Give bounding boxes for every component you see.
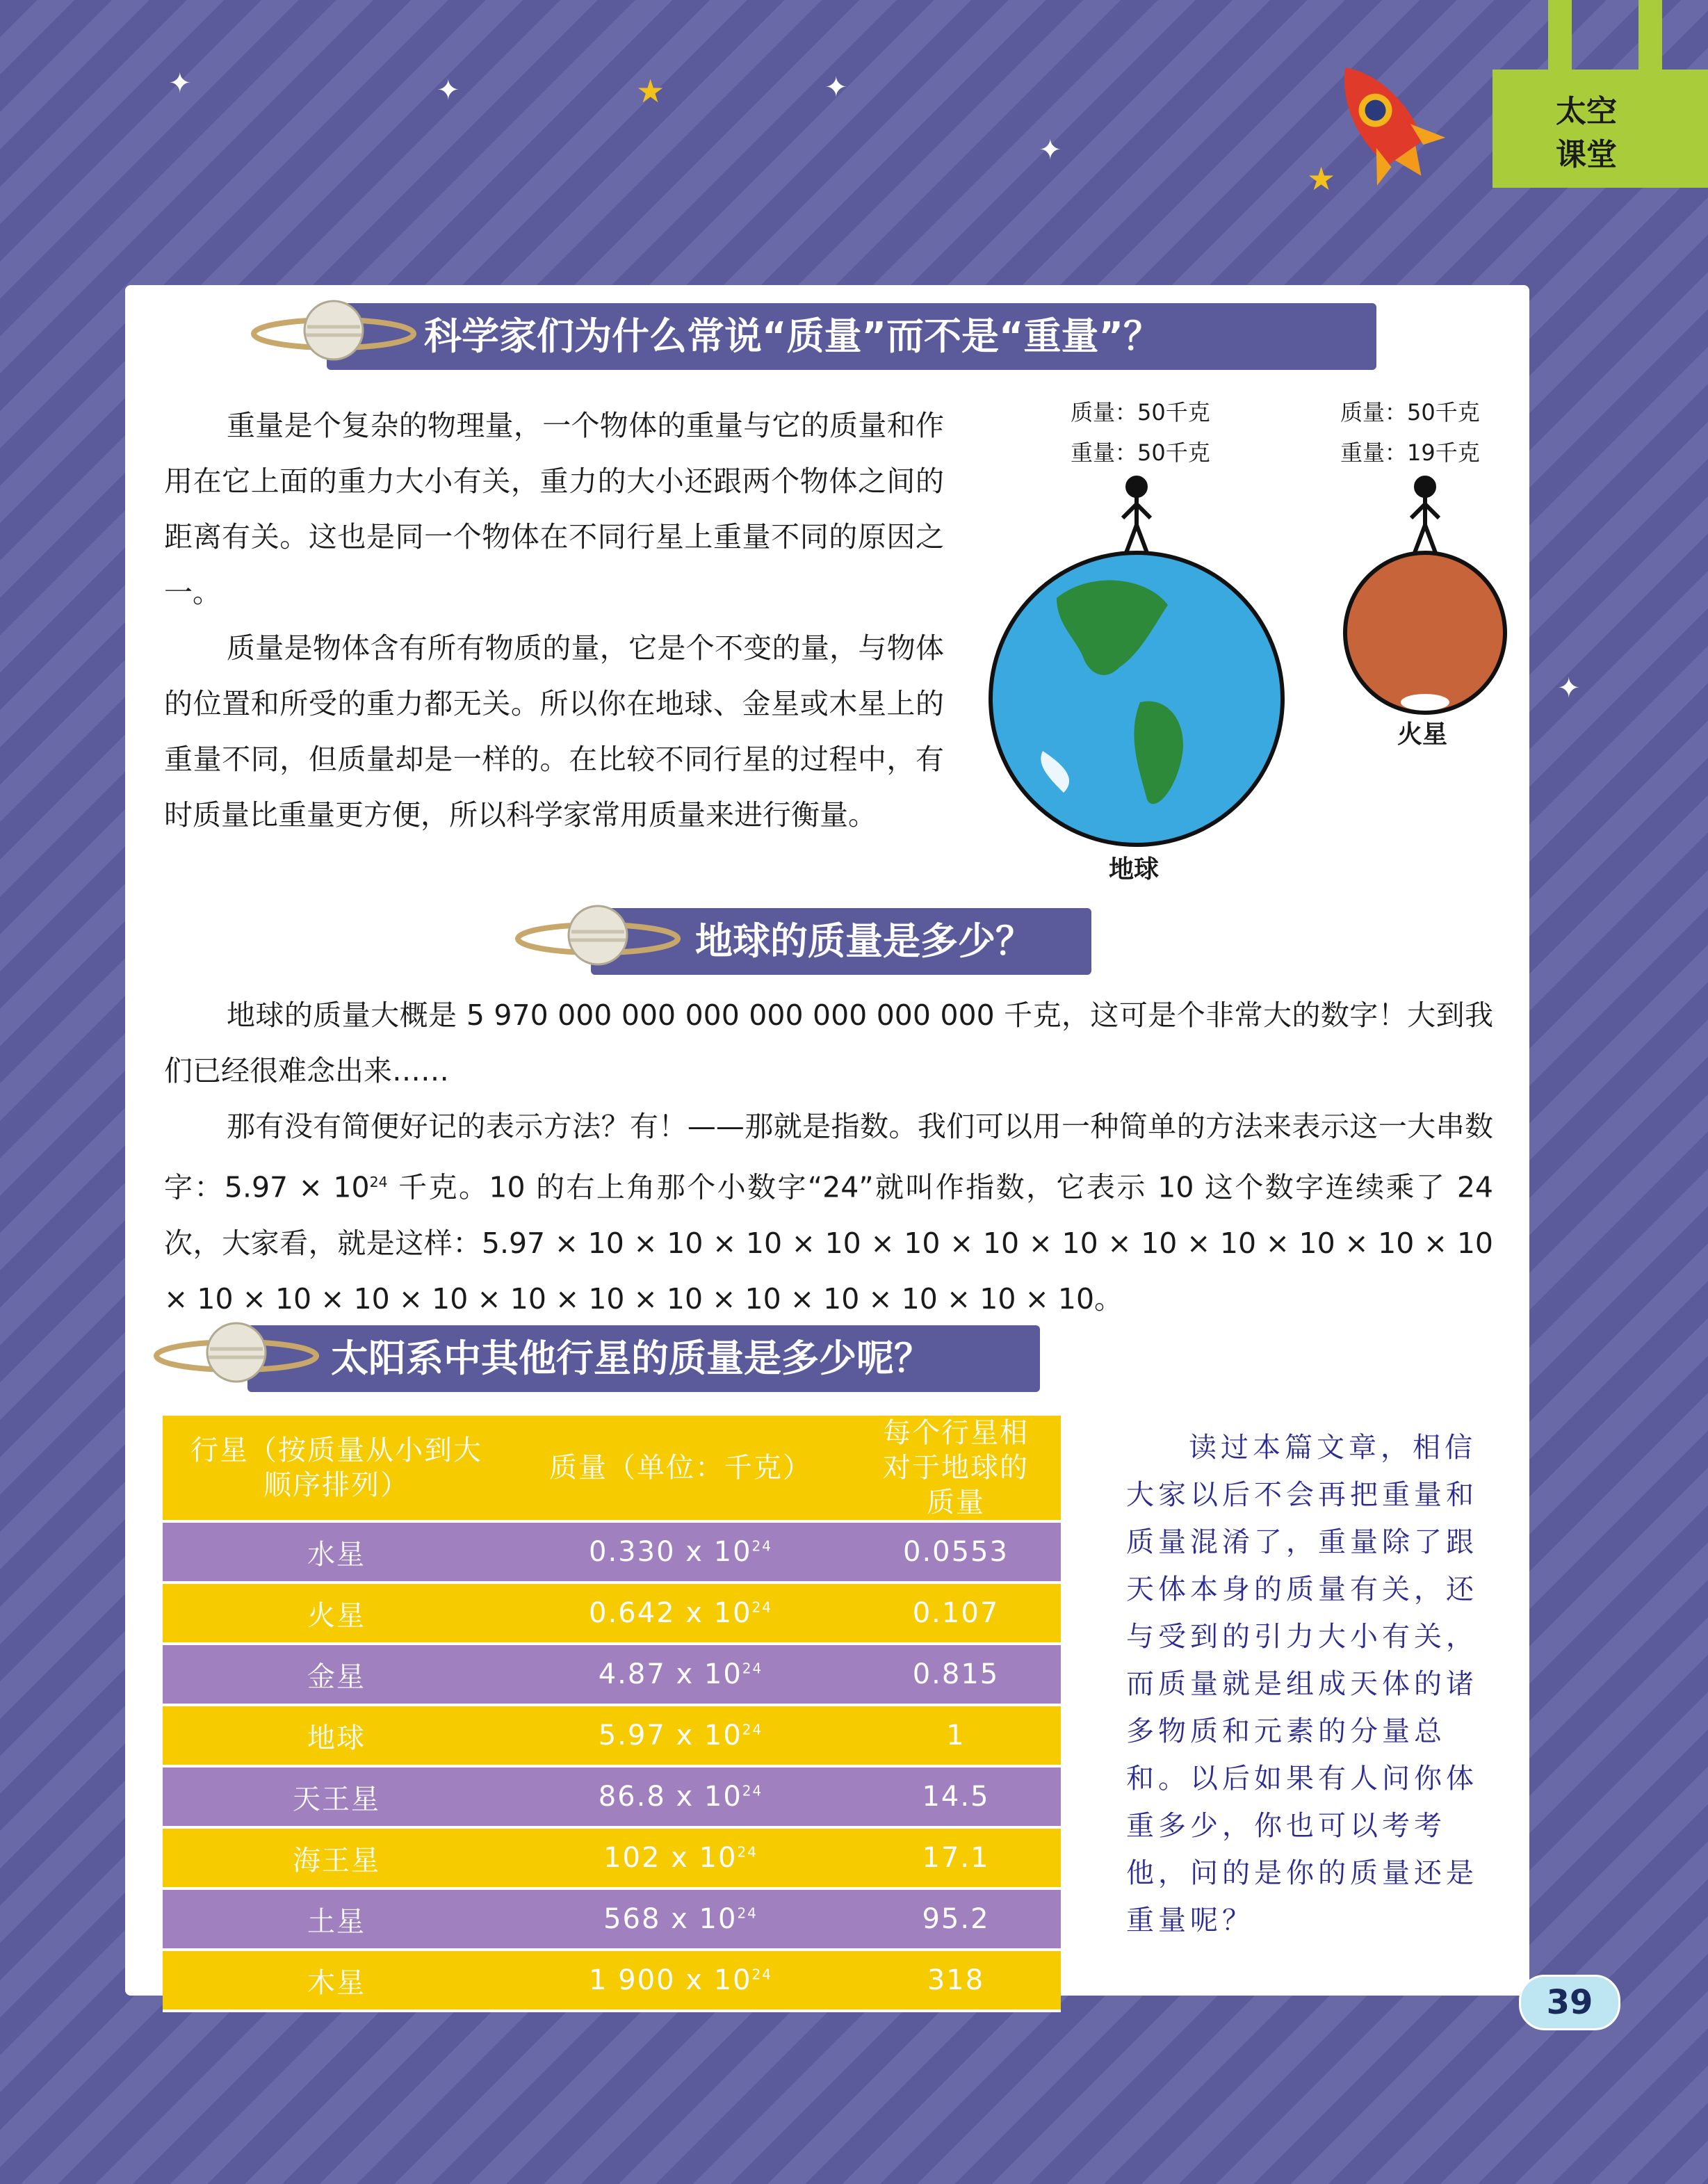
planet-name-cell: 金星 <box>163 1644 510 1705</box>
star-icon: ✦ <box>1557 672 1581 704</box>
star-icon: ✦ <box>437 74 460 106</box>
planet-mass-cell: 5.97 x $10^{24}$ <box>510 1705 851 1766</box>
mars-label: 火星 <box>1397 720 1448 749</box>
tag-line1: 太空 <box>1556 94 1617 129</box>
mars-weight: 重量：19千克 <box>1340 439 1480 466</box>
earth-mass: 质量：50千克 <box>1071 399 1210 426</box>
section2-text <box>164 987 1493 1327</box>
saturn-icon <box>153 1314 320 1391</box>
relative-mass-cell: 95.2 <box>851 1888 1061 1950</box>
gold-star-icon: ★ <box>1307 160 1336 197</box>
mars-mass: 质量：50千克 <box>1340 399 1480 426</box>
relative-mass-cell: 0.0553 <box>851 1521 1061 1583</box>
planet-name-cell: 海王星 <box>163 1827 510 1888</box>
closing-note <box>1126 1424 1488 1944</box>
mars-labels <box>1340 392 1480 473</box>
section2-para1: 地球的质量大概是 5 970 000 000 000 000 000 000 000 千克，这可是个非常大的数字！大到我们已经很难念出来…… <box>164 998 1493 1087</box>
rocket-icon <box>1314 49 1453 195</box>
section1-heading-text: 科学家们为什么常说“质量”而不是“重量”？ <box>424 314 1161 358</box>
section1-heading <box>250 303 1376 370</box>
earth-label: 地球 <box>1109 855 1160 884</box>
table-row <box>163 1827 1061 1888</box>
col-relative-header: 每个行星相对于地球的质量 <box>851 1416 1061 1521</box>
page-number-text: 39 <box>1546 1983 1593 2022</box>
planet-mass-cell: 568 x $10^{24}$ <box>510 1888 851 1950</box>
star-icon: ✦ <box>168 67 192 99</box>
table-row <box>163 1583 1061 1644</box>
section1-para1: 重量是个复杂的物理量，一个物体的重量与它的质量和作用在它上面的重力大小有关，重力的大小还跟两个物体之间的距离有关。这也是同一个物体在不同行星上重量不同的原因之一。 <box>164 409 944 609</box>
relative-mass-cell: 14.5 <box>851 1766 1061 1827</box>
tag-line2: 课堂 <box>1556 137 1617 172</box>
planet-name-cell: 火星 <box>163 1583 510 1644</box>
earth-weight: 重量：50千克 <box>1071 439 1210 466</box>
planet-mass-cell: 1 900 x $10^{24}$ <box>510 1950 851 2011</box>
col-mass-header: 质量（单位：千克） <box>510 1416 851 1521</box>
gold-star-icon: ★ <box>636 72 665 110</box>
table-row <box>163 1521 1061 1583</box>
page-number <box>1519 1975 1620 2030</box>
table-row <box>163 1888 1061 1950</box>
relative-mass-cell: 17.1 <box>851 1827 1061 1888</box>
star-icon: ✦ <box>1039 134 1062 166</box>
saturn-icon <box>514 897 681 973</box>
planet-mass-cell: 4.87 x $10^{24}$ <box>510 1644 851 1705</box>
saturn-icon <box>250 292 417 369</box>
table-row <box>163 1950 1061 2011</box>
relative-mass-cell: 0.815 <box>851 1644 1061 1705</box>
closing-note-text: 读过本篇文章，相信大家以后不会再把重量和质量混淆了，重量除了跟天体本身的质量有关，还与受到的引力大小有关，而质量就是组成天体的诸多物质和元素的分量总和。以后如果有人问你体重多少，你也可以考考他，问的是你的质量还是重量呢？ <box>1126 1432 1478 1936</box>
relative-mass-cell: 1 <box>851 1705 1061 1766</box>
planet-mass-cell: 86.8 x $10^{24}$ <box>510 1766 851 1827</box>
col-planet-header: 行星（按质量从小到大顺序排列） <box>163 1416 510 1521</box>
planet-name-cell: 地球 <box>163 1705 510 1766</box>
earth-illustration <box>980 473 1293 848</box>
planet-name-cell: 木星 <box>163 1950 510 2011</box>
section2-para2: 那有没有简便好记的表示方法？有！——那就是指数。我们可以用一种简单的方法来表示这一大串数字：$5.97 \times 10^{24}$ 千克。10 的右上角那个小数字“24”就叫作指数，它表示 10 这个数字连续乘了 24 次，大家看，就是这样：5.97 × 10 × 10 × 10 × 10 × 10 × 10 × 10 × 10 × 10 × 10 × 10 × 10 × 10 × 10 × 10 × 10 × 10 × 10 × 10 × 10 × 10 × 10 × 10 × 10。 <box>164 1110 1493 1316</box>
mars-illustration <box>1335 473 1515 716</box>
planet-name-cell: 水星 <box>163 1521 510 1583</box>
planet-name-cell: 天王星 <box>163 1766 510 1827</box>
section1-para2: 质量是物体含有所有物质的量，它是个不变的量，与物体的位置和所受的重力都无关。所以你在地球、金星或木星上的重量不同，但质量却是一样的。在比较不同行星的过程中，有时质量比重量更方便，所以科学家常用质量来进行衡量。 <box>164 631 944 832</box>
relative-mass-cell: 0.107 <box>851 1583 1061 1644</box>
star-icon: ✦ <box>824 72 848 104</box>
table-row <box>163 1705 1061 1766</box>
table-row <box>163 1644 1061 1705</box>
planet-name-cell: 土星 <box>163 1888 510 1950</box>
planet-mass-cell: 0.642 x $10^{24}$ <box>510 1583 851 1644</box>
earth-labels <box>1071 392 1210 473</box>
table-row <box>163 1766 1061 1827</box>
exponent: 24 <box>369 1174 388 1190</box>
section2-heading-text: 地球的质量是多少？ <box>695 919 1033 963</box>
planet-mass-cell: 0.330 x $10^{24}$ <box>510 1521 851 1583</box>
relative-mass-cell: 318 <box>851 1950 1061 2011</box>
section1-text <box>164 398 944 843</box>
planet-mass-cell: 102 x $10^{24}$ <box>510 1827 851 1888</box>
planet-mass-table <box>163 1416 1061 2012</box>
section3-heading-text: 太阳系中其他行星的质量是多少呢？ <box>331 1336 932 1380</box>
moon-icon <box>501 160 591 243</box>
